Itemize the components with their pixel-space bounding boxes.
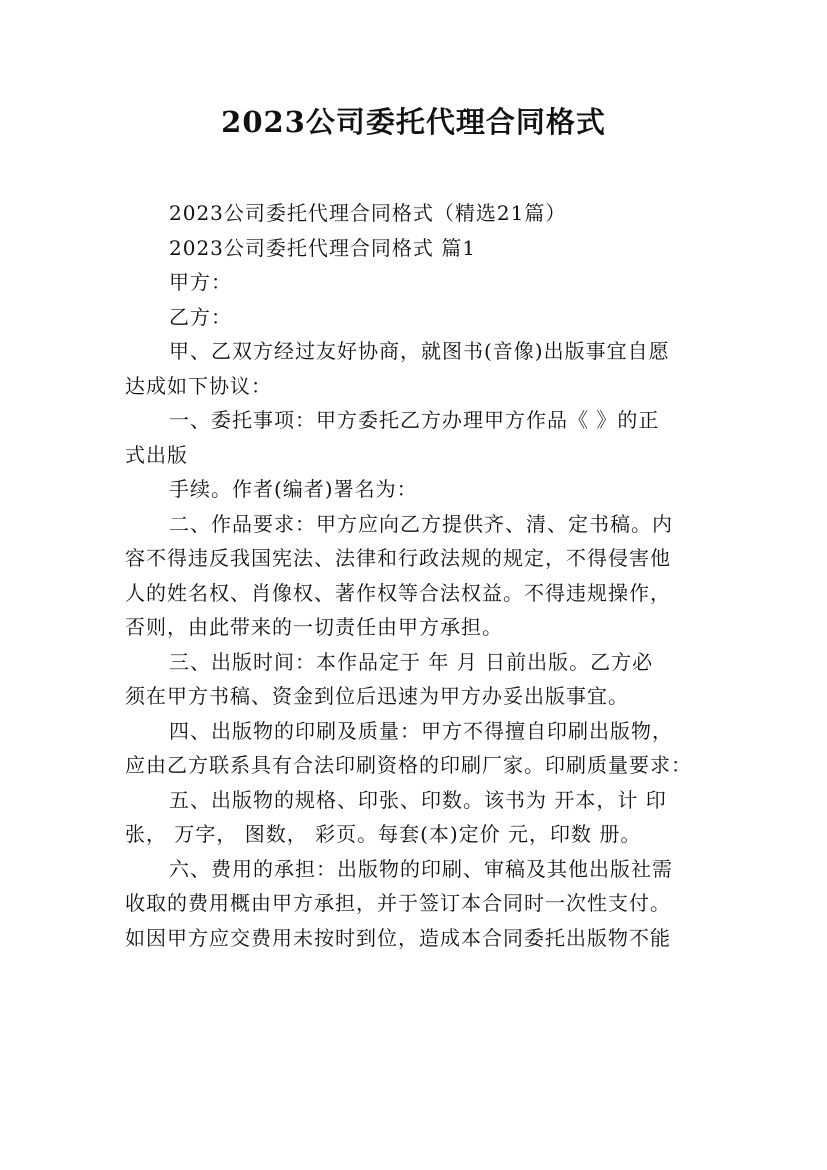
paragraph-line: 一、委托事项：甲方委托乙方办理甲方作品《 》的正	[169, 408, 660, 432]
document-title: 2023公司委托代理合同格式	[221, 105, 606, 139]
paragraph-line: 六、费用的承担：出版物的印刷、审稿及其他出版社需	[169, 856, 673, 881]
paragraph-line: 应由乙方联系具有合法印刷资格的印刷厂家。印刷质量要求：	[125, 753, 692, 777]
paragraph-line: 张， 万字， 图数， 彩页。每套(本)定价 元，印数 册。	[125, 822, 642, 846]
paragraph-line: 甲、乙双方经过友好协商，就图书(音像)出版事宜自愿	[169, 339, 670, 363]
paragraph-line: 如因甲方应交费用未按时到位，造成本合同委托出版物不能	[125, 925, 671, 950]
paragraph-line: 人的姓名权、肖像权、著作权等合法权益。不得违规操作，	[125, 580, 671, 605]
paragraph-line: 式出版	[125, 442, 188, 467]
paragraph-line: 乙方：	[169, 304, 232, 329]
paragraph-line: 达成如下协议：	[125, 373, 272, 398]
paragraph-line: 2023公司委托代理合同格式 篇1	[169, 235, 476, 260]
paragraph-line: 手续。作者(编者)署名为：	[169, 477, 418, 501]
paragraph-line: 五、出版物的规格、印张、印数。该书为 开本，计 印	[169, 787, 667, 812]
paragraph-line: 收取的费用概由甲方承担，并于签订本合同时一次性支付。	[125, 891, 671, 915]
paragraph-line: 否则，由此带来的一切责任由甲方承担。	[125, 615, 503, 639]
paragraph-line: 四、出版物的印刷及质量：甲方不得擅自印刷出版物，	[169, 718, 673, 743]
document-body	[125, 196, 715, 955]
paragraph-line: 二、作品要求：甲方应向乙方提供齐、清、定书稿。内	[169, 511, 673, 536]
paragraph-line: 容不得违反我国宪法、法律和行政法规的规定，不得侵害他	[125, 546, 671, 570]
paragraph-line: 2023公司委托代理合同格式（精选21篇）	[169, 201, 567, 225]
paragraph-line: 须在甲方书稿、资金到位后迅速为甲方办妥出版事宜。	[125, 684, 629, 708]
paragraph-line: 甲方：	[169, 270, 232, 294]
paragraph-line: 三、出版时间：本作品定于 年 月 日前出版。乙方必	[169, 649, 654, 674]
